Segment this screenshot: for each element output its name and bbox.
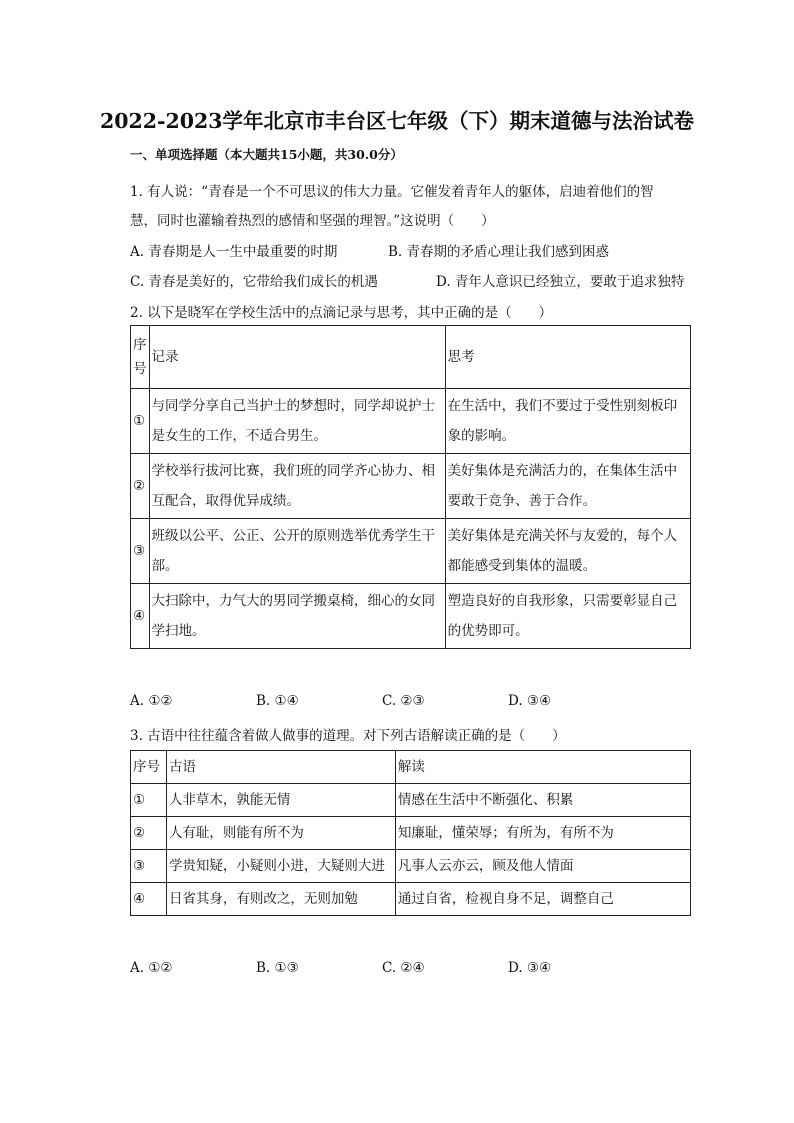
row-no: ④ xyxy=(131,883,167,916)
q3-option-a: A. ①② xyxy=(130,960,173,976)
row-saying: 人有耻，则能有所不为 xyxy=(166,817,395,850)
row-meaning: 凡事人云亦云，顾及他人情面 xyxy=(395,850,690,883)
q1-option-a: A. 青春期是人一生中最重要的时期 xyxy=(130,244,338,260)
table-header-row xyxy=(131,751,691,784)
row-record: 大扫除中，力气大的男同学搬桌椅，细心的女同学扫地。 xyxy=(149,584,445,649)
row-record: 学校举行拔河比赛，我们班的同学齐心协力、相互配合，取得优异成绩。 xyxy=(149,454,445,519)
section-heading: 一、单项选择题（本大题共15小题，共30.0分） xyxy=(130,147,403,162)
row-think: 美好集体是充满关怀与友爱的，每个人都能感受到集体的温暖。 xyxy=(445,519,690,584)
q1-stem-line1: 1. 有人说：“青春是一个不可思议的伟大力量。它催发着青年人的躯体，启迪着他们的智 xyxy=(130,184,654,200)
row-saying: 学贵知疑，小疑则小进，大疑则大进 xyxy=(166,850,395,883)
q2-option-c: C. ②③ xyxy=(382,693,425,709)
row-no: ① xyxy=(131,784,167,817)
row-meaning: 通过自省，检视自身不足，调整自己 xyxy=(395,883,690,916)
q3-table xyxy=(130,750,691,916)
table-row xyxy=(131,454,691,519)
q1-option-c: C. 青春是美好的，它带给我们成长的机遇 xyxy=(130,274,378,290)
q2-stem: 2. 以下是晓军在学校生活中的点滴记录与思考，其中正确的是（ ） xyxy=(130,305,553,321)
row-meaning: 情感在生活中不断强化、积累 xyxy=(395,784,690,817)
row-think: 美好集体是充满活力的，在集体生活中要敢于竞争、善于合作。 xyxy=(445,454,690,519)
row-think: 塑造良好的自我形象，只需要彰显自己的优势即可。 xyxy=(445,584,690,649)
row-think: 在生活中，我们不要过于受性别刻板印象的影响。 xyxy=(445,389,690,454)
row-saying: 日省其身，有则改之，无则加勉 xyxy=(166,883,395,916)
row-no: ③ xyxy=(131,519,150,584)
header-no: 序号 xyxy=(131,326,150,389)
table-row xyxy=(131,389,691,454)
q3-option-c: C. ②④ xyxy=(382,960,425,976)
header-record: 记录 xyxy=(149,326,445,389)
q1-stem-line2: 慧，同时也灌输着热烈的感情和坚强的理智。”这说明（ ） xyxy=(130,213,495,229)
row-meaning: 知廉耻，懂荣辱；有所为，有所不为 xyxy=(395,817,690,850)
q2-table xyxy=(130,325,691,649)
table-row xyxy=(131,850,691,883)
table-row xyxy=(131,519,691,584)
q1-option-b: B. 青春期的矛盾心理让我们感到困惑 xyxy=(388,244,610,260)
row-saying: 人非草木，孰能无情 xyxy=(166,784,395,817)
header-think: 思考 xyxy=(445,326,690,389)
page-title: 2022-2023学年北京市丰台区七年级（下）期末道德与法治试卷 xyxy=(99,109,695,133)
q3-stem: 3. 古语中往往蕴含着做人做事的道理。对下列古语解读正确的是（ ） xyxy=(130,728,566,744)
row-no: ③ xyxy=(131,850,167,883)
table-row xyxy=(131,784,691,817)
table-row xyxy=(131,584,691,649)
q2-option-d: D. ③④ xyxy=(508,693,552,709)
table-row xyxy=(131,883,691,916)
row-no: ④ xyxy=(131,584,150,649)
header-saying: 古语 xyxy=(166,751,395,784)
q1-option-d: D. 青年人意识已经独立，要敢于追求独特 xyxy=(436,274,685,290)
q2-option-a: A. ①② xyxy=(130,693,173,709)
row-no: ② xyxy=(131,817,167,850)
table-row xyxy=(131,817,691,850)
header-no: 序号 xyxy=(131,751,167,784)
row-no: ② xyxy=(131,454,150,519)
row-record: 与同学分享自己当护士的梦想时，同学却说护士是女生的工作，不适合男生。 xyxy=(149,389,445,454)
q3-option-b: B. ①③ xyxy=(256,960,299,976)
header-meaning: 解读 xyxy=(395,751,690,784)
row-record: 班级以公平、公正、公开的原则选举优秀学生干部。 xyxy=(149,519,445,584)
q3-option-d: D. ③④ xyxy=(508,960,552,976)
row-no: ① xyxy=(131,389,150,454)
table-header-row xyxy=(131,326,691,389)
q2-option-b: B. ①④ xyxy=(256,693,299,709)
